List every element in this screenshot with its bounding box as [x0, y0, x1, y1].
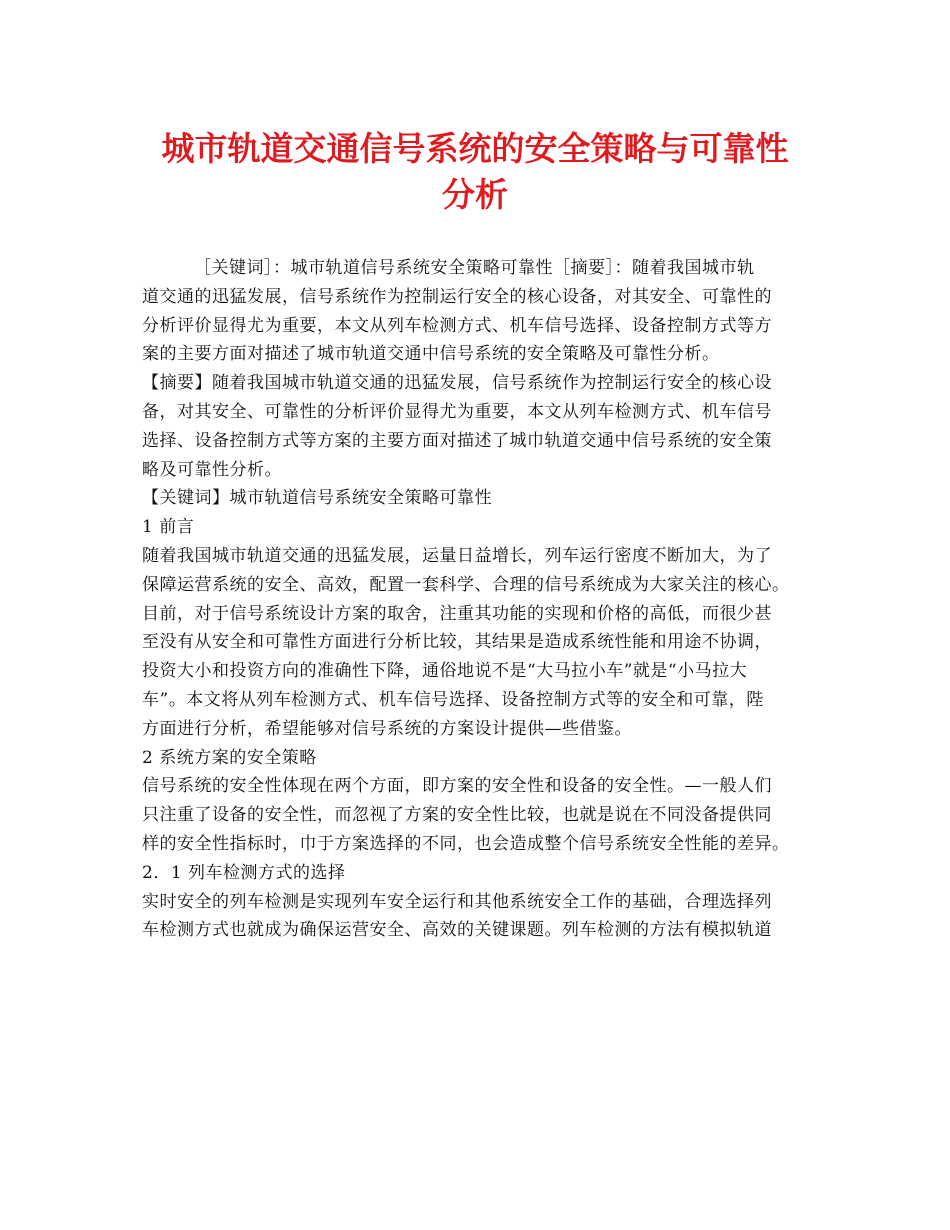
- text-line: 1 前言: [142, 517, 195, 538]
- text-line: 车”。本文将从列车检测方式、机车信号选择、设备控制方式等的安全和可靠，陛: [142, 689, 764, 710]
- title-line: 分析: [442, 175, 508, 214]
- text-line: 样的安全性指标时，巾于方案选择的不同，也会造成整个信号系统安全性能的差异。: [142, 833, 790, 854]
- text-line: 选择、设备控制方式等方案的主要方面对描述了城巾轨道交通中信号系统的安全策: [142, 430, 772, 451]
- text-line: ［关键词］：城市轨道信号系统安全策略可靠性［摘要］：随着我国城市轨: [194, 258, 755, 278]
- text-line: 2．1 列车检测方式的选择: [142, 862, 346, 883]
- text-line: 随着我国城市轨道交通的迅猛发展，运量日益增长，列车运行密度不断加大，为了: [142, 545, 772, 566]
- abstract-paragraph: [142, 369, 812, 484]
- text-line: 只注重了设备的安全性，而忽视了方案的安全性比较，也就是说在不同没备提供同: [142, 805, 772, 826]
- document-body: [142, 254, 812, 945]
- abstract-keywords-paragraph: [142, 254, 812, 369]
- safety-paragraph: [142, 772, 812, 858]
- text-line: 目前，对于信号系统设计方案的取舍，注重其功能的实现和价格的高低，而很少甚: [142, 603, 772, 624]
- keywords-paragraph: [142, 484, 812, 513]
- text-line: 【摘要】随着我国城市轨道交通的迅猛发展，信号系统作为控制运行安全的核心设: [142, 373, 772, 394]
- section-heading-2: [142, 744, 812, 773]
- text-line: 备，对其安全、可靠性的分析评价显得尤为重要，本文从列车检测方式、机车信号: [142, 401, 772, 422]
- text-line: 车检测方式也就成为确保运营安全、高效的关键课题。列车检测的方法有模拟轨道: [142, 920, 772, 941]
- title-line: 城市轨道交通信号系统的安全策略与可靠性: [161, 129, 789, 168]
- text-line: 至没有从安全和可靠性方面进行分析比较，其结果是造成系统性能和用途不协调，: [142, 632, 772, 653]
- section-heading-2-1: [142, 859, 812, 888]
- text-line: 信号系统的安全性体现在两个方面，即方案的安全性和设备的安全性。—一般人们: [142, 776, 772, 797]
- document-title: [130, 126, 820, 218]
- text-line: 道交通的迅猛发展，信号系统作为控制运行安全的核心设备，对其安全、可靠性的: [142, 286, 772, 307]
- text-line: 2 系统方案的安全策略: [142, 747, 317, 768]
- text-line: 方面进行分析，希望能够对信号系统的方案设计提供—些借鉴。: [142, 718, 632, 739]
- text-line: 略及可靠性分析。: [142, 459, 282, 480]
- text-line: 投资大小和投资方向的准确性下降，通俗地说不是“大马拉小车”就是“小马拉大: [142, 661, 748, 682]
- text-line: 案的主要方面对描述了城市轨道交通中信号系统的安全策略及可靠性分析。: [142, 344, 720, 365]
- text-line: 保障运营系统的安全、高效，配置一套科学、合理的信号系统成为大家关注的核心。: [142, 574, 790, 595]
- text-line: 实时安全的列车检测是实现列车安全运行和其他系统安全工作的基础，合理选择列: [142, 891, 772, 912]
- text-line: 【关键词】城市轨道信号系统安全策略可靠性: [142, 488, 492, 509]
- detection-paragraph: [142, 888, 812, 946]
- text-line: 分析评价显得尤为重要，本文从列车检测方式、机车信号选择、设备控制方式等方: [142, 315, 772, 336]
- section-heading-1: [142, 513, 812, 542]
- intro-paragraph: [142, 542, 812, 744]
